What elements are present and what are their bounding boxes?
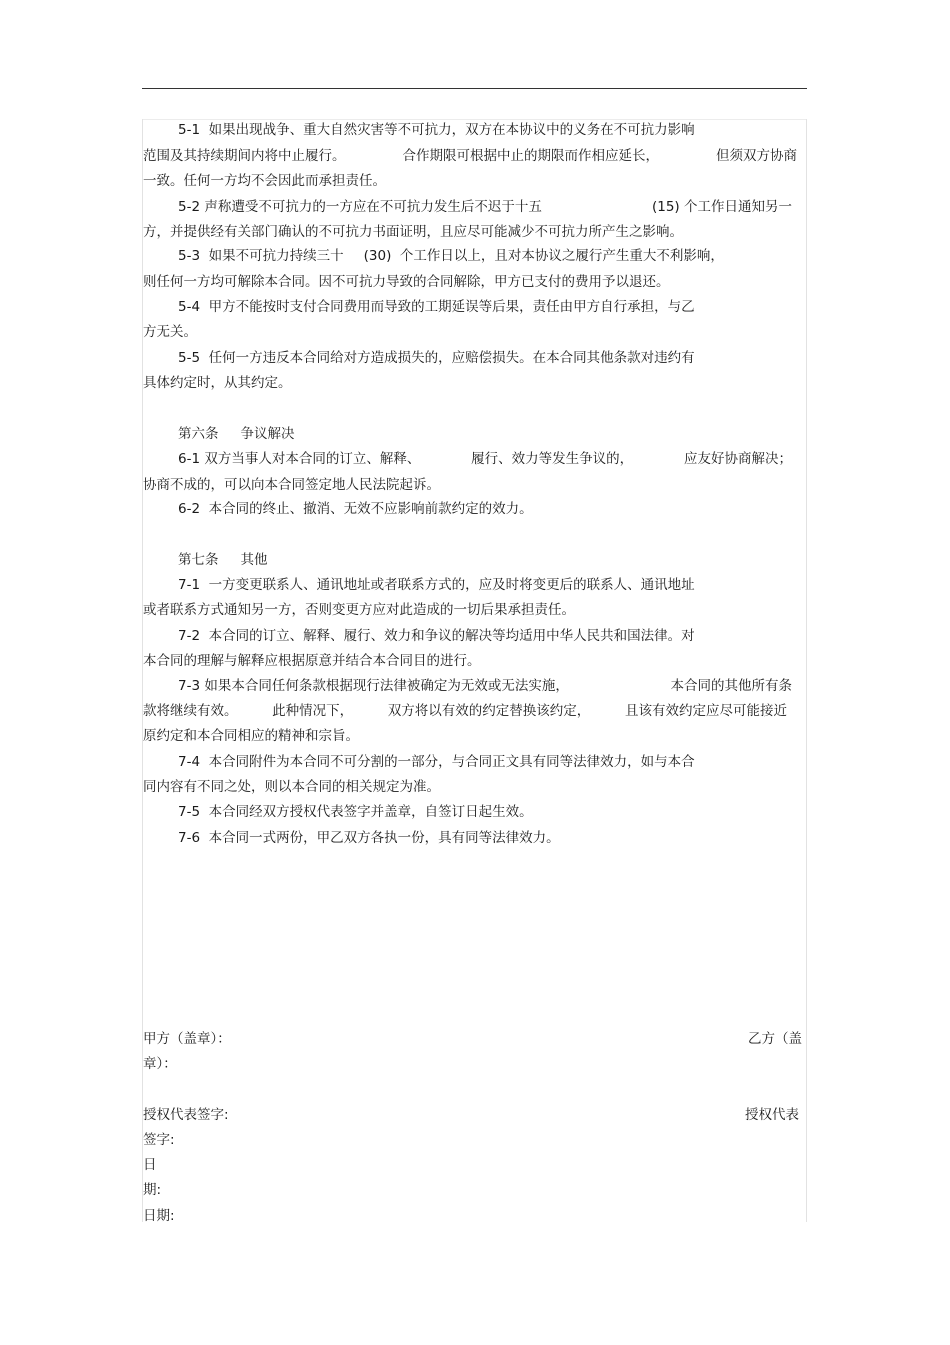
clause-5-1-line-2-part-b: 合作期限可根据中止的期限而作相应延长，: [402, 148, 659, 164]
clause-6-heading-title: 争议解决: [240, 426, 295, 442]
clause-5-2-line-1: [178, 198, 792, 216]
clause-7-3-line-2-part-a: 款将继续有效。: [143, 703, 238, 719]
party-a-date-label-part-2: 期:: [143, 1182, 162, 1198]
party-b-auth-signature-label-part-1: 授权代表: [745, 1107, 799, 1123]
clause-5-5-line-2: 具体约定时，从其约定。: [143, 375, 292, 391]
clause-7-2-line-1: 7-2 本合同的订立、解释、履行、效力和争议的解决等均适用中华人民共和国法律。对: [178, 628, 695, 644]
clause-7-heading: [178, 551, 268, 569]
clause-5-4-line-1: 5-4 甲方不能按时支付合同费用而导致的工期延误等后果，责任由甲方自行承担，与乙: [178, 299, 695, 315]
clause-7-2-line-2: 本合同的理解与解释应根据原意并结合本合同目的进行。: [143, 653, 481, 669]
clause-7-6-line-1: 7-6 本合同一式两份，甲乙双方各执一份，具有同等法律效力。: [178, 830, 560, 846]
clause-7-3-line-2: [143, 702, 787, 720]
clause-6-heading-number: 第六条: [178, 426, 219, 442]
clause-5-3-line-1-part-a: 5-3 如果不可抗力持续三十: [178, 248, 344, 264]
clause-7-3-line-2-part-b: 此种情况下，: [272, 703, 354, 719]
party-b-seal-label-part-1: 乙方（盖: [748, 1031, 802, 1047]
party-a-auth-signature-label: 授权代表签字:: [143, 1107, 229, 1123]
clause-6-2-line-1: 6-2 本合同的终止、撤消、无效不应影响前款约定的效力。: [178, 501, 533, 517]
clause-5-1-line-2: [143, 147, 797, 165]
party-a-date-label-part-1: 日: [143, 1157, 157, 1173]
clause-7-1-line-1: 7-1 一方变更联系人、通讯地址或者联系方式的，应及时将变更后的联系人、通讯地址: [178, 577, 695, 593]
frame-right-border: [806, 119, 807, 1222]
party-b-auth-signature-label-part-2: 签字:: [143, 1132, 175, 1148]
party-b-seal-label-part-2: 章）：: [143, 1056, 177, 1072]
clause-7-3-line-3: 原约定和本合同相应的精神和宗旨。: [143, 728, 359, 744]
clause-5-3-line-1: [178, 247, 724, 265]
clause-7-heading-title: 其他: [240, 552, 268, 568]
clause-6-1-line-1-part-b: 履行、效力等发生争议的，: [471, 451, 634, 467]
clause-7-3-line-2-part-d: 且该有效约定应尽可能接近: [624, 703, 787, 719]
clause-7-1-line-2: 或者联系方式通知另一方，否则变更方应对此造成的一切后果承担责任。: [143, 602, 575, 618]
clause-5-3-line-2: 则任何一方均可解除本合同。因不可抗力导致的合同解除，甲方已支付的费用予以退还。: [143, 274, 670, 290]
clause-5-4-line-2: 方无关。: [143, 324, 197, 340]
party-a-seal-label: 甲方（盖章）：: [143, 1031, 231, 1047]
clause-5-5-line-1: 5-5 任何一方违反本合同给对方造成损失的，应赔偿损失。在本合同其他条款对违约有: [178, 350, 695, 366]
clause-5-2-line-2: 方，并提供经有关部门确认的不可抗力书面证明，且应尽可能减少不可抗力所产生之影响。: [143, 224, 683, 240]
clause-7-5-line-1: 7-5 本合同经双方授权代表签字并盖章，自签订日起生效。: [178, 804, 533, 820]
clause-7-3-line-1-part-b: 本合同的其他所有条: [670, 678, 792, 694]
party-b-date-label: 日期:: [143, 1208, 175, 1224]
clause-6-1-line-1-part-c: 应友好协商解决；: [684, 451, 792, 467]
frame-top-border: [142, 119, 807, 120]
clause-5-2-line-1-part-a: 5-2 声称遭受不可抗力的一方应在不可抗力发生后不迟于十五: [178, 199, 542, 215]
clause-6-1-line-2: 协商不成的，可以向本合同签定地人民法院起诉。: [143, 477, 440, 493]
clause-7-3-line-1: [178, 677, 792, 695]
header-rule: [142, 88, 807, 89]
clause-5-1-line-2-part-c: 但须双方协商: [716, 148, 797, 164]
clause-6-heading: [178, 425, 295, 443]
clause-7-4-line-1: 7-4 本合同附件为本合同不可分割的一部分，与合同正文具有同等法律效力，如与本合: [178, 754, 695, 770]
clause-7-3-line-1-part-a: 7-3 如果本合同任何条款根据现行法律被确定为无效或无法实施，: [178, 678, 569, 694]
clause-5-1-line-2-part-a: 范围及其持续期间内将中止履行。: [143, 148, 346, 164]
clause-7-heading-number: 第七条: [178, 552, 219, 568]
clause-5-2-line-1-part-b: (15) 个工作日通知另一: [651, 199, 792, 215]
clause-6-1-line-1: [178, 450, 792, 468]
clause-5-3-line-1-part-b: (30) 个工作日以上，且对本协议之履行产生重大不利影响，: [363, 248, 724, 264]
clause-5-1-line-3: 一致。任何一方均不会因此而承担责任。: [143, 173, 386, 189]
clause-7-4-line-2: 同内容有不同之处，则以本合同的相关规定为准。: [143, 779, 440, 795]
clause-7-3-line-2-part-c: 双方将以有效的约定替换该约定，: [387, 703, 591, 719]
clause-5-1-line-1: 5-1 如果出现战争、重大自然灾害等不可抗力，双方在本协议中的义务在不可抗力影响: [178, 122, 695, 138]
clause-6-1-line-1-part-a: 6-1 双方当事人对本合同的订立、解释、: [178, 451, 421, 467]
